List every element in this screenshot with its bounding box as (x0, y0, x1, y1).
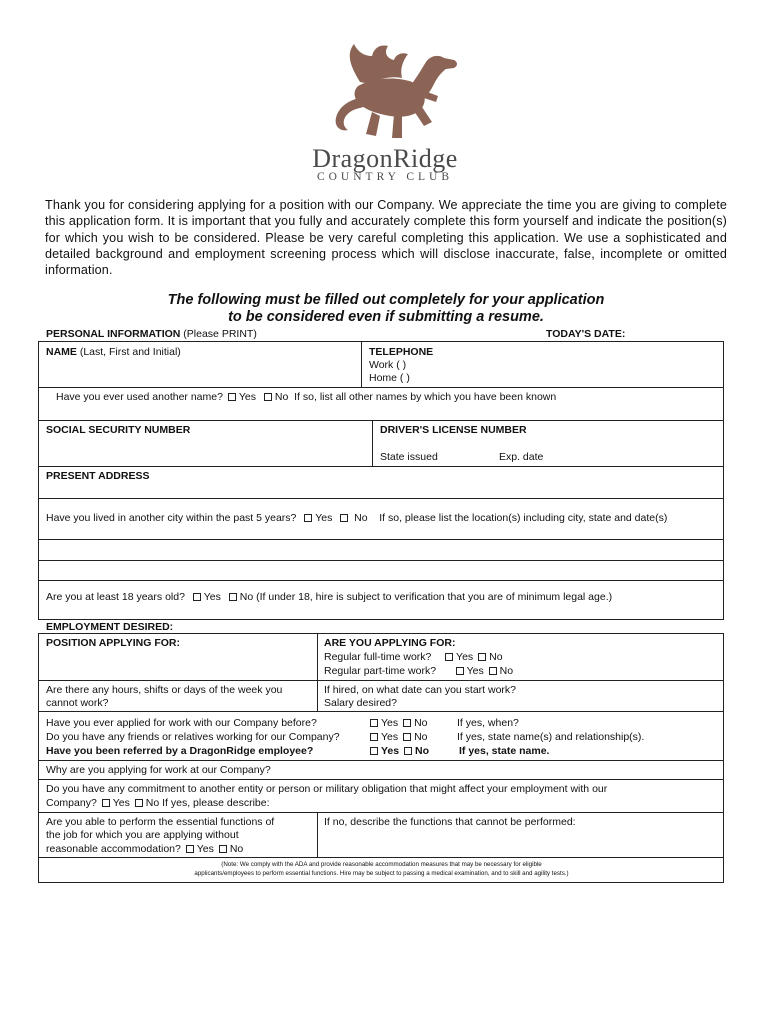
other-name-row (56, 391, 556, 404)
notice-line-2: to be considered even if submitting a resume. (228, 309, 544, 325)
applied-no-checkbox[interactable] (403, 719, 411, 727)
personal-info-heading (46, 328, 257, 341)
yes-label: Yes (196, 843, 214, 855)
referred-follow: If yes, state name. (459, 745, 550, 757)
referred-yes-checkbox[interactable] (370, 747, 378, 755)
other-name-yes-checkbox[interactable] (228, 393, 236, 401)
no-label: No (145, 797, 160, 809)
no-label: No (274, 391, 289, 403)
state-issued-label: State issued (380, 451, 438, 463)
age-row (46, 591, 612, 604)
part-time-row (324, 665, 513, 678)
name-label: NAME (46, 346, 77, 358)
todays-date-label: TODAY'S DATE: (546, 328, 626, 340)
no-label: No (489, 651, 503, 663)
age-follow: (If under 18, hire is subject to verification that you are of minimum legal age.) (256, 591, 613, 603)
no-label: No (354, 512, 368, 524)
other-city-question: Have you lived in another city within the past 5 years? (46, 512, 297, 524)
relatives-question: Do you have any friends or relatives working for our Company? (46, 731, 340, 743)
other-city-row (46, 512, 667, 525)
age-yes-checkbox[interactable] (193, 593, 201, 601)
exp-date-label: Exp. date (499, 451, 544, 463)
age-question: Are you at least 18 years old? (46, 591, 185, 603)
telephone-label: TELEPHONE (369, 346, 434, 358)
commitment-follow: If yes, please describe: (162, 797, 270, 809)
notice (45, 292, 727, 326)
full-time-no-checkbox[interactable] (478, 653, 486, 661)
functions-no-checkbox[interactable] (219, 845, 227, 853)
logo-subtitle: COUNTRY CLUB (316, 171, 454, 183)
referred-options (368, 745, 429, 758)
no-label: No (415, 745, 430, 757)
yes-label: Yes (381, 745, 400, 757)
ada-note-line-1: (Note: We comply with the ADA and provide reasonable accommodation measures that may be necessary for eligible (221, 861, 542, 868)
part-time-yes-checkbox[interactable] (456, 667, 464, 675)
drivers-license-field[interactable]: DRIVER'S LICENSE NUMBER (380, 424, 527, 436)
applied-follow: If yes, when? (457, 717, 519, 729)
home-phone-field[interactable]: Home ( ) (369, 372, 410, 384)
present-address-field[interactable]: PRESENT ADDRESS (46, 470, 150, 482)
full-time-row (324, 651, 503, 664)
other-name-question: Have you ever used another name? (56, 391, 223, 403)
functions-row (46, 843, 243, 856)
employment-heading: EMPLOYMENT DESIRED: (46, 621, 174, 633)
other-city-yes-checkbox[interactable] (304, 514, 312, 522)
no-label: No (414, 717, 428, 729)
relatives-no-checkbox[interactable] (403, 733, 411, 741)
referred-no-checkbox[interactable] (404, 747, 412, 755)
commitment-question-line-1: Do you have any commitment to another entity or person or military obligation that might affect your employment with our (46, 783, 608, 795)
name-field[interactable] (46, 346, 181, 359)
ssn-field[interactable]: SOCIAL SECURITY NUMBER (46, 424, 191, 436)
hours-question-line-2: cannot work? (46, 697, 109, 709)
functions-yes-checkbox[interactable] (186, 845, 194, 853)
yes-label: Yes (381, 717, 399, 729)
company-logo (262, 42, 508, 188)
other-city-no-checkbox[interactable] (340, 514, 348, 522)
yes-label: Yes (238, 391, 257, 403)
notice-line-1: The following must be filled out completely for your application (167, 292, 605, 308)
relatives-yes-checkbox[interactable] (370, 733, 378, 741)
yes-label: Yes (203, 591, 221, 603)
relatives-follow: If yes, state name(s) and relationship(s). (457, 731, 645, 743)
commitment-no-checkbox[interactable] (135, 799, 143, 807)
yes-label: Yes (381, 731, 399, 743)
applied-before-question: Have you ever applied for work with our Company before? (46, 717, 317, 729)
commitment-question-line-2: Company? (46, 797, 97, 809)
hours-question-line-1: Are there any hours, shifts or days of the week you (46, 684, 283, 696)
part-time-no-checkbox[interactable] (489, 667, 497, 675)
full-time-question: Regular full-time work? (324, 651, 432, 663)
dragon-icon (262, 42, 508, 144)
personal-info-note: (Please PRINT) (183, 328, 257, 340)
no-label: No (239, 591, 254, 603)
relatives-options (368, 731, 428, 744)
yes-label: Yes (315, 512, 333, 524)
ada-note-line-2: applicants/employees to perform essential functions. Hire may be subject to passing a medical examination, and to skill and agility tests.) (194, 870, 569, 877)
personal-info-title: PERSONAL INFORMATION (46, 328, 181, 340)
functions-follow: If no, describe the functions that cannot be performed: (324, 816, 576, 828)
other-name-follow: If so, list all other names by which you have been known (294, 391, 557, 403)
work-phone-field[interactable]: Work ( ) (369, 359, 407, 371)
functions-question-line-3: reasonable accommodation? (46, 843, 181, 855)
yes-label: Yes (456, 651, 474, 663)
functions-question-line-2: the job for which you are applying without (46, 829, 239, 841)
name-note: (Last, First and Initial) (79, 346, 181, 358)
start-date-field[interactable]: If hired, on what date can you start work? (324, 684, 517, 696)
intro-paragraph: Thank you for considering applying for a position with our Company. We appreciate the time you are giving to complete this application form. It is important that you fully and accurately complete this form yourself and indicate the position(s) for which you wish to be considered. Please be very careful completing this application. We use a sophisticated and detailed background and employment screening process which will disclose inaccurate, false, incomplete or omitted information. (45, 198, 727, 278)
applying-for-label: ARE YOU APPLYING FOR: (324, 637, 456, 649)
other-city-follow: If so, please list the location(s) including city, state and date(s) (379, 512, 668, 524)
yes-label: Yes (112, 797, 130, 809)
other-name-no-checkbox[interactable] (264, 393, 272, 401)
commitment-row (46, 797, 270, 810)
position-field[interactable]: POSITION APPLYING FOR: (46, 637, 180, 649)
salary-field[interactable]: Salary desired? (324, 697, 397, 709)
yes-label: Yes (466, 665, 484, 677)
functions-question-line-1: Are you able to perform the essential functions of (46, 816, 275, 828)
logo-name: DragonRidge (312, 144, 458, 173)
ada-note (40, 860, 723, 878)
referred-question: Have you been referred by a DragonRidge employee? (46, 745, 314, 757)
applied-yes-checkbox[interactable] (370, 719, 378, 727)
commitment-yes-checkbox[interactable] (102, 799, 110, 807)
age-no-checkbox[interactable] (229, 593, 237, 601)
no-label: No (499, 665, 514, 677)
full-time-yes-checkbox[interactable] (445, 653, 453, 661)
no-label: No (229, 843, 244, 855)
part-time-question: Regular part-time work? (324, 665, 437, 677)
no-label: No (414, 731, 428, 743)
applied-before-options (368, 717, 428, 730)
why-applying-field[interactable]: Why are you applying for work at our Company? (46, 764, 271, 776)
